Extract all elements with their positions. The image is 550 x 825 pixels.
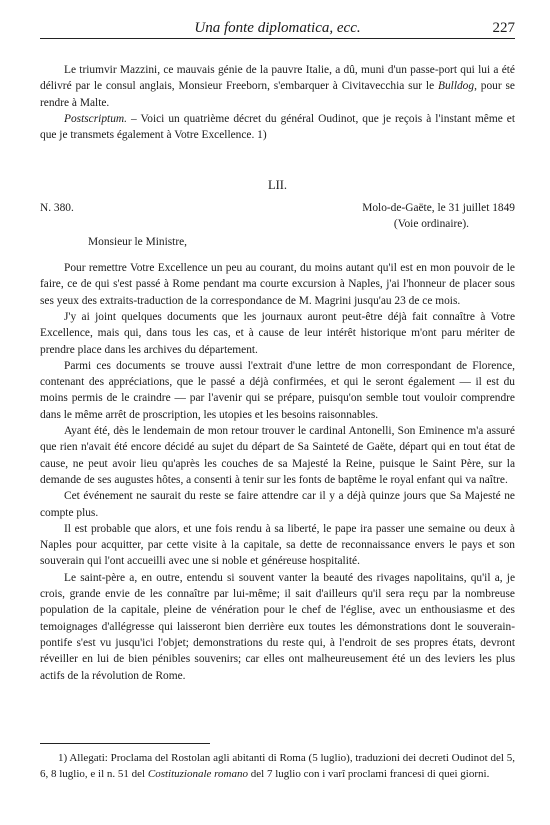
salutation: Monsieur le Ministre, <box>88 235 188 248</box>
intro-text: Le triumvir Mazzini, ce mauvais génie de la pauvre Italie, a dû, muni d'un passe-port qui lui a été délivré par le consul anglais, Monsieur Freeborn, s'embarquer à Civitavecchia sur le <box>40 64 515 93</box>
body-paragraph: Ayant été, dès le lendemain de mon retour trouver le cardinal Antonelli, Son Eminence m'a assuré que rien n'avait été encore décidé au sujet du départ de Sa Sainteté de Gaëte, départ qui en tout état de cause, ne peut avoir lieu qu'après les couches de sa Majesté la Reine, puisque le Saint Père, sur la demande de ses augustes hôtes, a consenti à tenir sur les fonts de baptême le royal enfant qui va naître. <box>40 425 515 486</box>
body-paragraph: J'y ai joint quelques documents que les journaux auront peut-être déjà fait connaître à Votre Excellence, mais qui, dans tous les cas, et à cause de leur intérêt historique m'ont paru mériter de prendre place dans les archives du département. <box>40 310 515 356</box>
footnote-text-end: del 7 luglio con i varî proclami francesi di quei giorni. <box>248 768 490 780</box>
intro-text-end: , pour se rendre à Malte. <box>40 80 515 109</box>
letter-number: LII. <box>267 178 288 193</box>
postscript-text: – Voici un quatrième décret du général Oudinot, que je reçois à l'instant même et que je transmets également à Votre Excellence. 1) <box>40 112 515 142</box>
delivery-mode: (Voie ordinaire). <box>393 218 469 231</box>
body-paragraph: Parmi ces documents se trouve aussi l'extrait d'une lettre de mon correspondant de Florence, contenant des appréciations, que le passé a déjà confirmées, et qui le seront également — il est du moins permis de le craindre — par l'avenir qui se prépare, puisqu'on semble tout vouloir comprendre dans le même arrêt de proscription, les utopies et les besoins raisonnables. <box>40 359 515 421</box>
running-title: Una fonte diplomatica, ecc. <box>194 20 361 36</box>
footnote-newspaper: Costituzionale romano <box>147 768 248 780</box>
postscript-label: Postscriptum. <box>64 112 127 125</box>
letter-header <box>40 200 515 234</box>
running-head <box>40 18 515 39</box>
footnotes <box>40 743 515 782</box>
postscript-paragraph <box>40 111 515 144</box>
body-paragraph: Le saint-père a, en outre, entendu si souvent vanter la beauté des rivages napolitains, qu'il a, je crois, grande envie de les connaître par lui-même; il sait d'ailleurs qu'il sera reçu par la nombreuse population de la capitale, pleine de vénération pour le chef de l'église, avec un enthousiasme et des temoignages d'allégresse qui laisseront bien derrière eux toutes les démonstrations dont le souverain-pontife s'est vu jusqu'ici l'objet; demonstrations du reste qui, à l'endroit de ses propres états, devront réveiller en lui de bien pénibles souvenirs; car elles ont malheureusement été un des leviers les plus actifs de la révolution de Rome. <box>40 571 515 682</box>
footnote-text: 1) Allegati: Proclama del Rostolan agli abitanti di Roma (5 luglio), traduzioni dei decreti Oudinot del 5, 6, 8 luglio, e il n. 51 del <box>40 752 515 780</box>
body-paragraph: Pour remettre Votre Excellence un peu au courant, du moins autant qu'il est en mon pouvoir de le faire, ce de qui s'est passé à Rome pendant ma courte excursion à Naples, j'ai l'honneur de placer sous ses yeux des extraits-traduction de la correspondance de M. Magrini jusqu'au 23 de ce mois. <box>40 262 515 307</box>
page-body <box>40 62 515 684</box>
page-number: 227 <box>492 20 515 36</box>
document-number: N. 380. <box>40 201 74 214</box>
footnote-rule <box>40 743 210 744</box>
body-paragraph: Il est probable que alors, et une fois rendu à sa liberté, le pape ira passer une semaine ou deux à Naples pour acquitter, par cette visite à la capitale, sa dette de reconnaissance envers le pays et son souverain qui l'ont accueilli avec une si noble et généreuse hospitalité. <box>40 522 515 568</box>
date-place: Molo-de-Gaëte, le 31 juillet 1849 <box>362 201 515 214</box>
intro-paragraph <box>40 62 515 111</box>
date-block <box>362 200 515 233</box>
footnote <box>40 750 515 782</box>
body-paragraph: Cet événement ne saurait du reste se faire attendre car il y a déjà quinze jours que Sa Majesté ne compte plus. <box>40 490 515 519</box>
ship-name: Bulldog <box>438 80 475 93</box>
